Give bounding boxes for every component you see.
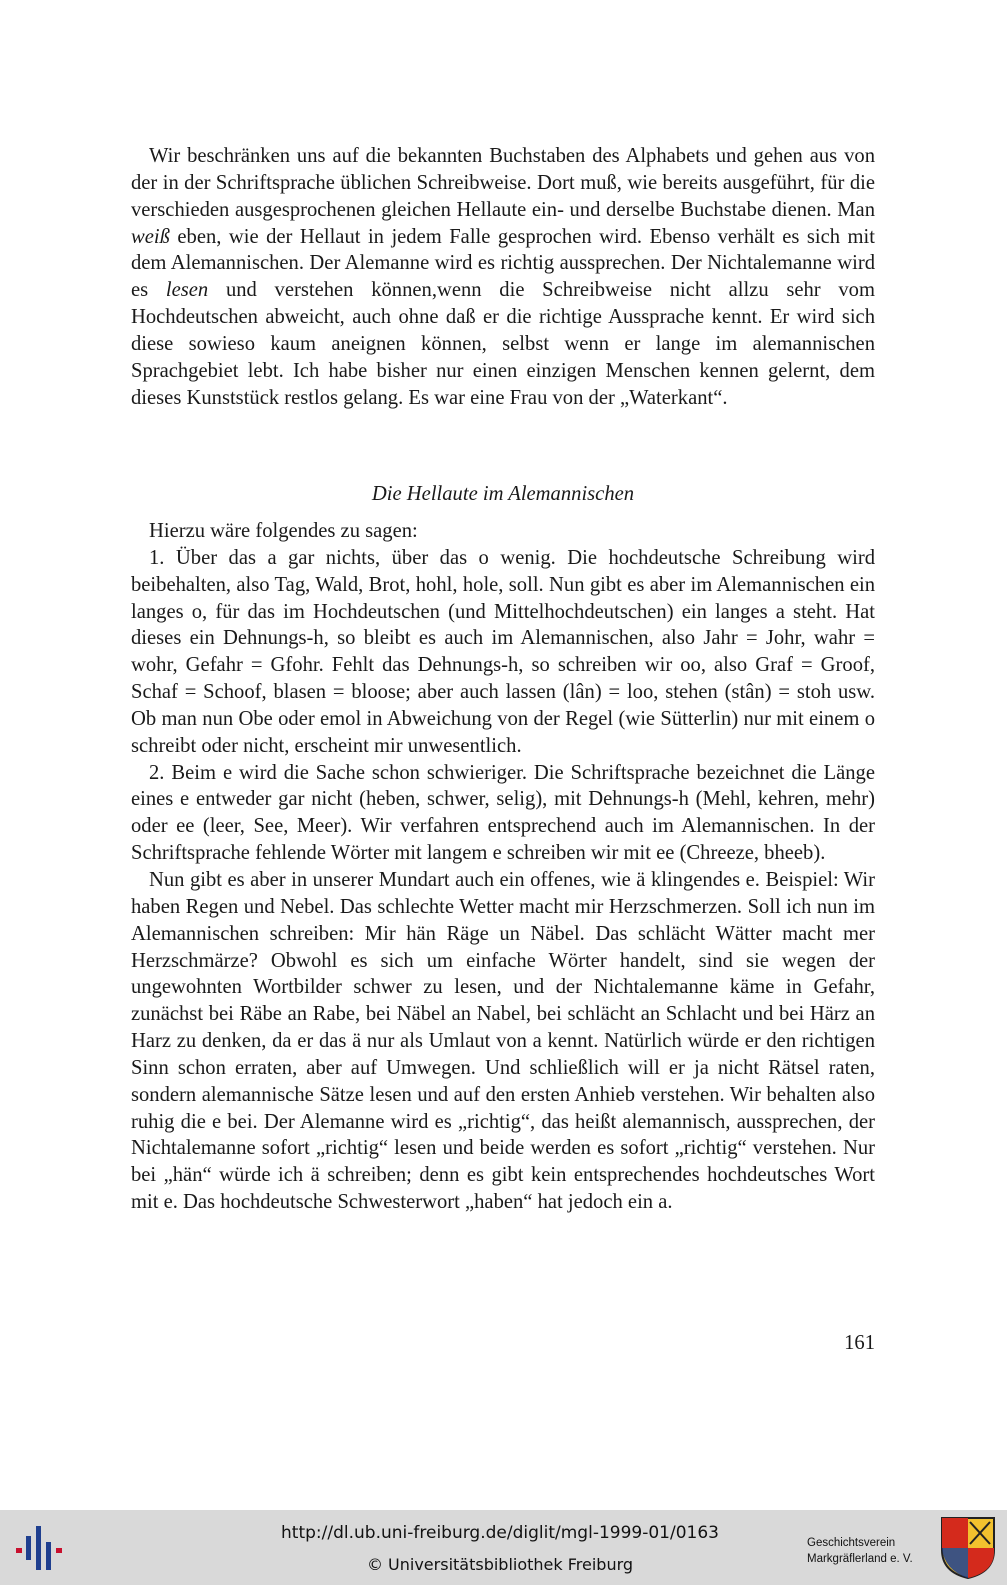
paragraph: Hierzu wäre folgendes zu sagen: xyxy=(149,520,418,542)
paragraph: 1. Über das a gar nichts, über das o wenig. Die hochdeutsche Schreibung wird beibehalten, also Tag, Wald, Brot, hohl, hole, soll. Nun gibt es aber im Alemannischen ein langes o, für das im Hochdeutschen (und Mittelhochdeutschen) ein langes a steht. Hat dieses ein Dehnungs-h, so bleibt es auch im Alemannischen, also Jahr = Johr, wahr = wohr, Gefahr = Gfohr. Fehlt das Dehnungs-h, so schreiben wir oo, also Graf = Groof, Schaf = Schoof, blasen = bloose; aber auch lassen (lân) = loo, stehen (stân) = stoh usw. Ob man nun Obe oder emol in Abweichung von der Regel (wie Sütterlin) nur mit einem o schreibt oder nicht, erscheint mir unwesentlich. xyxy=(131,546,875,757)
association-name xyxy=(807,1535,937,1567)
intro-paragraph-block xyxy=(131,143,875,411)
section-heading: Die Hellaute im Alemannischen xyxy=(371,483,635,505)
paragraph-text: und verstehen können,wenn die Schreibweise nicht allzu sehr vom Hochdeutschen abweicht, auch ohne daß er die richtige Aussprache kennt. Er wird sich diese sowieso kaum aneignen können, selbst wenn er lange im alemannischen Sprachgebiet lebt. Ich habe bisher nur einen einzigen Menschen kennen gelernt, dem dieses Kunststück restlos gelang. Es war eine Frau von der „Waterkant“. xyxy=(131,279,875,409)
copyright-text: © Universitätsbibliothek Freiburg xyxy=(366,1555,634,1574)
paragraph: 2. Beim e wird die Sache schon schwieriger. Die Schriftsprache bezeichnet die Länge eines e entweder gar nicht (heben, schwer, selig), mit Dehnungs-h (Mehl, kehren, mehr) oder ee (leer, See, Meer). Wir verfahren entsprechend auch im Alemannischen. In der Schriftsprache fehlende Wörter mit langem e schreiben wir mit ee (Chreeze, bheeb). xyxy=(131,761,875,865)
coat-of-arms-icon xyxy=(940,1516,996,1580)
emphasis-text: weiß xyxy=(131,225,170,248)
ub-freiburg-logo-icon xyxy=(12,1520,66,1576)
page-number: 161 xyxy=(844,1332,875,1354)
emphasis-text: lesen xyxy=(165,279,209,302)
permalink-url[interactable]: http://dl.ub.uni-freiburg.de/diglit/mgl-1999-01/0163 xyxy=(281,1523,719,1543)
association-line: Geschichtsverein xyxy=(807,1537,896,1549)
section-body xyxy=(131,518,875,1216)
paragraph-text: Wir beschränken uns auf die bekannten Buchstaben des Alphabets und gehen aus von der in der Schriftsprache üblichen Schreibweise. Dort muß, wie bereits ausgeführt, für die verschieden ausgesprochenen gleichen Hellaute ein- und derselbe Buchstabe dienen. Man xyxy=(131,145,875,221)
paragraph-text: eben, wie der Hellaut in jedem Falle gesprochen wird. Ebenso verhält es sich mit dem Alemannischen. Der Alemanne wird es richtig aussprechen. Der Nichtalemanne wird es xyxy=(131,225,875,302)
footer-bar xyxy=(0,1510,1007,1585)
association-line: Markgräflerland e. V. xyxy=(807,1553,913,1565)
paragraph: Nun gibt es aber in unserer Mundart auch ein offenes, wie ä klingendes e. Beispiel: Wir haben Regen und Nebel. Das schlechte Wetter macht mir Herzschmerzen. Soll ich nun im Alemannischen schreiben: Mir hän Räge un Näbel. Das schlächt Wätter macht mer Herzschmärze? Obwohl es sich um einfache Wörter handelt, sind sie wegen der ungewohnten Wortbilder schwer zu lesen, und der Nichtalemanne käme in Gefahr, zunächst bei Räbe an Rabe, bei Näbel an Nabel, bei schlächt an Schlacht und bei Härz an Harz zu denken, da er das ä nur als Umlaut von a kennt. Natürlich würde er den richtigen Sinn schon erraten, aber auf Umwegen. Und schließlich will er ja nicht Rätsel raten, sondern alemannische Sätze lesen und auf den ersten Anhieb verstehen. Wir behalten also ruhig die e bei. Der Alemanne wird es „richtig“, das heißt alemannisch, aussprechen, der Nichtalemanne sofort „richtig“ lesen und beide werden es sofort „richtig“ verstehen. Nur bei „hän“ würde ich ä schreiben; denn es gibt kein entsprechendes hochdeutsches Wort mit e. Das hochdeutsche Schwesterwort „haben“ hat jedoch ein a. xyxy=(131,868,875,1214)
paragraph xyxy=(131,143,875,411)
